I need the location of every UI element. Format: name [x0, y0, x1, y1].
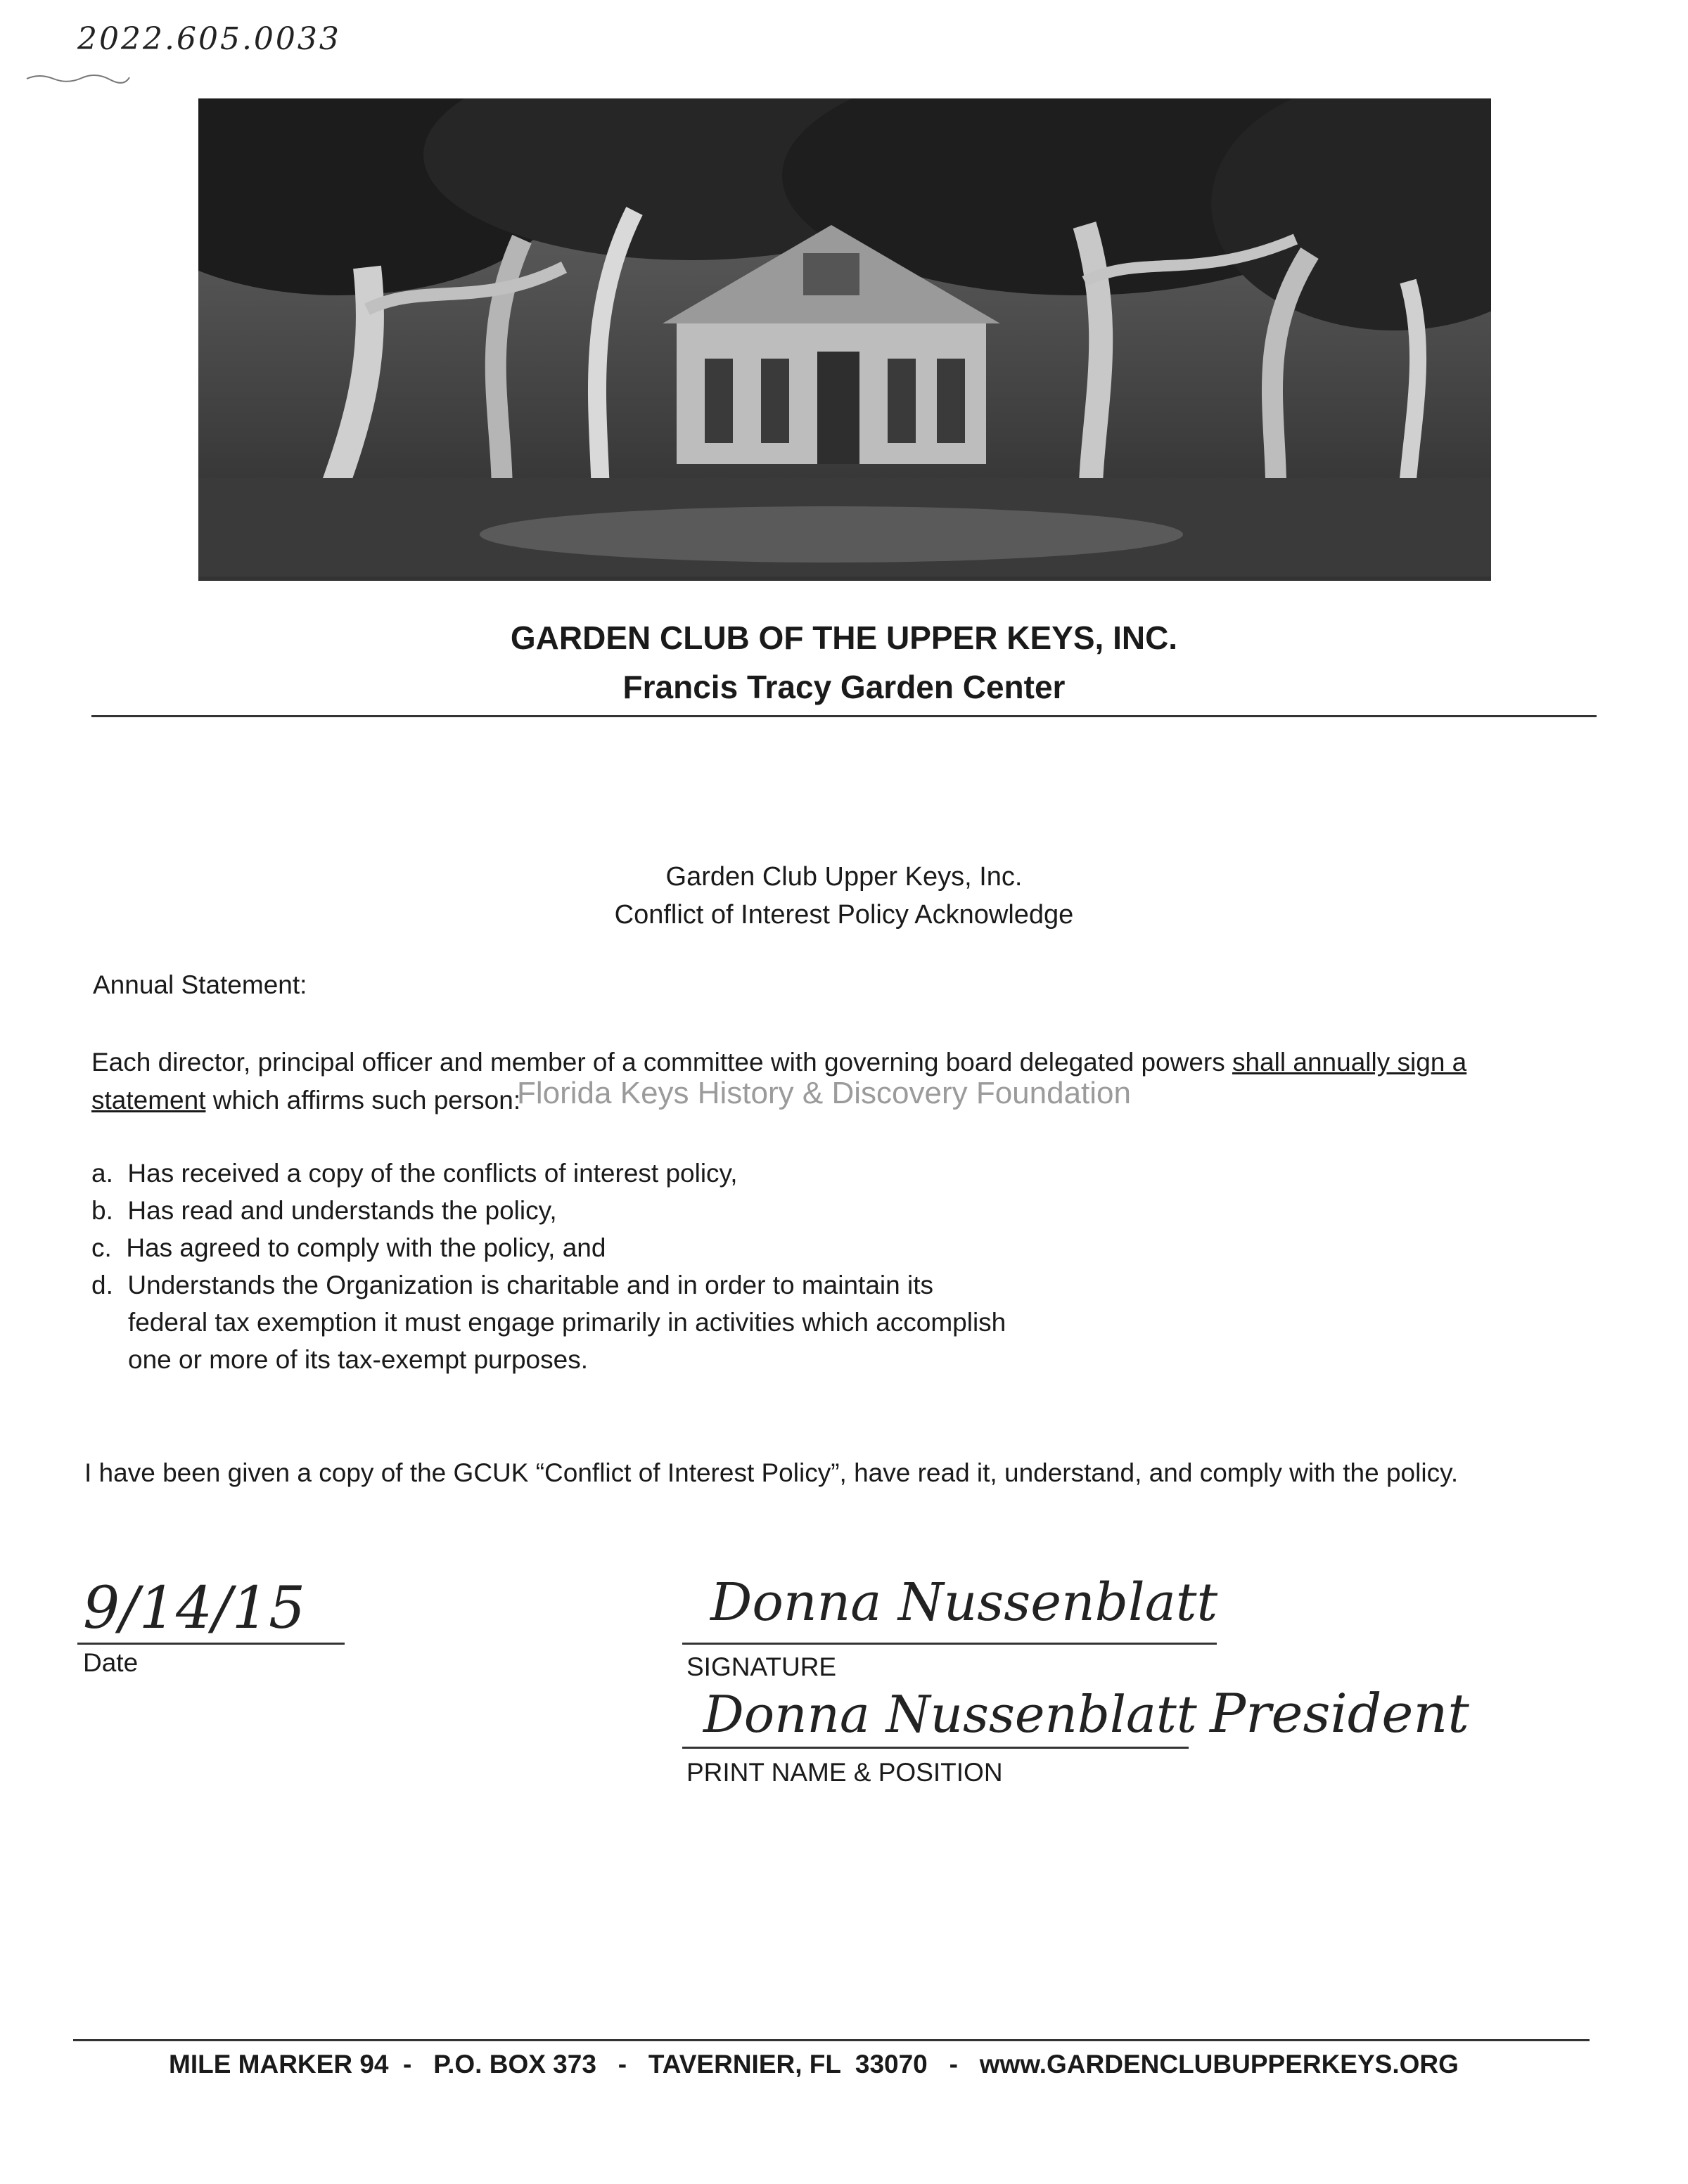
- list-item-continuation: one or more of its tax-exempt purposes.: [128, 1345, 588, 1374]
- position-handwritten: President: [1210, 1682, 1469, 1745]
- doc-title: Conflict of Interest Policy Acknowledge: [614, 900, 1074, 930]
- org-name-heading: GARDEN CLUB OF THE UPPER KEYS, INC.: [510, 619, 1178, 656]
- footer-address: MILE MARKER 94 - P.O. BOX 373 - TAVERNIER, FL 33070 - www.GARDENCLUBUPPERKEYS.ORG: [169, 2050, 1459, 2079]
- scribble-mark: [25, 70, 131, 84]
- annual-statement-label: Annual Statement:: [93, 970, 307, 999]
- watermark: Florida Keys History & Discovery Foundation: [517, 1076, 1131, 1110]
- affirmation-text: I have been given a copy of the GCUK “Conflict of Interest Policy”, have read it, understand, and comply with the policy.: [84, 1458, 1459, 1487]
- header-rule: [91, 715, 1597, 717]
- list-item: c. Has agreed to comply with the policy, and: [91, 1233, 606, 1262]
- list-item-continuation: federal tax exemption it must engage primarily in activities which accomplish: [128, 1308, 1006, 1337]
- para-start: Each director, principal officer and member of a committee with governing board delegated powers: [91, 1048, 1225, 1077]
- para-underlined-2: statement: [91, 1086, 206, 1115]
- para-end: which affirms such person:: [212, 1086, 521, 1115]
- footer-rule: [73, 2039, 1590, 2041]
- print-name-line: [682, 1747, 1189, 1749]
- signature-label: SIGNATURE: [686, 1652, 837, 1681]
- print-name-label: PRINT NAME & POSITION: [686, 1758, 1003, 1787]
- signature-line: [682, 1643, 1217, 1645]
- date-line: [77, 1643, 345, 1645]
- para-underlined-1: shall annually sign a: [1232, 1048, 1467, 1077]
- garden-center-photo: [198, 98, 1491, 581]
- signature-handwritten: Donna Nussenblatt: [710, 1572, 1218, 1633]
- accession-number: 2022.605.0033: [77, 21, 341, 57]
- date-label: Date: [83, 1648, 139, 1677]
- center-name-heading: Francis Tracy Garden Center: [622, 669, 1066, 705]
- list-item: d. Understands the Organization is charitable and in order to maintain its: [91, 1271, 933, 1299]
- print-name-handwritten: Donna Nussenblatt: [703, 1685, 1197, 1744]
- list-item: a. Has received a copy of the conflicts of interest policy,: [91, 1159, 738, 1188]
- list-item: b. Has read and understands the policy,: [91, 1196, 557, 1225]
- doc-org: Garden Club Upper Keys, Inc.: [665, 862, 1023, 892]
- date-handwritten: 9/14/15: [83, 1575, 306, 1642]
